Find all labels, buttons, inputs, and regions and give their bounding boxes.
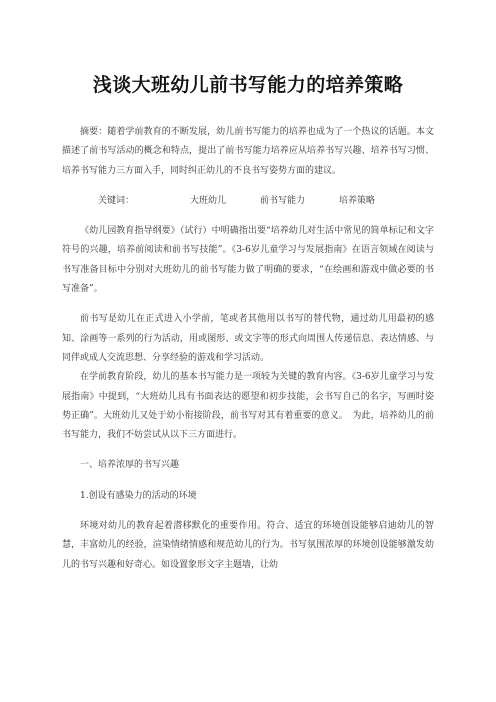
keywords-line (62, 192, 434, 211)
keyword-item: 前书写能力 (260, 195, 306, 206)
keyword-item: 大班幼儿 (190, 195, 227, 206)
keywords-label: 关键词： (98, 195, 135, 206)
subsection-heading: 1.创设有感染力的活动的环境 (80, 490, 197, 501)
body-paragraph: 环境对幼儿的教育起着潜移默化的重要作用。符合、适宜的环境创设能够启迪幼儿的智慧，丰富幼儿的经验，渲染情绪情感和规范幼儿的行为。书写氛围浓厚的环境创设能够激发幼儿的书写兴趣和好奇心。如设置象形文字主题墙，让幼 (62, 521, 434, 570)
abstract-paragraph: 摘要：随着学前教育的不断发展，幼儿前书写能力的培养也成为了一个热议的话题。本文描述了前书写活动的概念和特点，提出了前书写能力培养应从培养书写兴趣、培养书写习惯、培养书写能力三方面入手，同时纠正幼儿的不良书写姿势方面的建议。 (62, 127, 434, 176)
body-paragraph: 在学前教育阶段，幼儿的基本书写能力是一项较为关键的教育内容。《3-6岁儿童学习与发展指南》中提到，“大班幼儿具有书面表达的愿望和初步技能，会书写自己的名字，写画时姿势正确”。大班幼儿又处于幼小衔接阶段，前书写对其有着重要的意义。 为此，培养幼儿的前书写能力，我们不妨尝试从以下三方面进行。 (62, 372, 434, 441)
body-paragraph: 前书写是幼儿在正式进入小学前，笔或者其他用以书写的替代物，通过幼儿用最初的感知、涂画等一系列的行为活动，用或图形、或文字等的形式向周围人传递信息、表达情感、与同伴或成人交流思想、分享经验的游戏和学习活动。 (62, 314, 434, 363)
document-body (62, 123, 434, 575)
section-heading: 一、培养浓厚的书写兴趣 (80, 460, 180, 471)
keyword-item: 培养策略 (339, 195, 376, 206)
document-title: 浅谈大班幼儿前书写能力的培养策略 (92, 74, 404, 96)
body-paragraph: 《幼儿园教育指导纲要》（试行）中明确指出要“培养幼儿对生活中常见的简单标记和文字符号的兴趣，培养前阅读和前书写技能”。《3-6岁儿童学习与发展指南》在语言领域在阅读与书写准备目标中分别对大班幼儿的前书写能力做了明确的要求，“在绘画和游戏中做必要的书写准备”。 (62, 226, 434, 295)
